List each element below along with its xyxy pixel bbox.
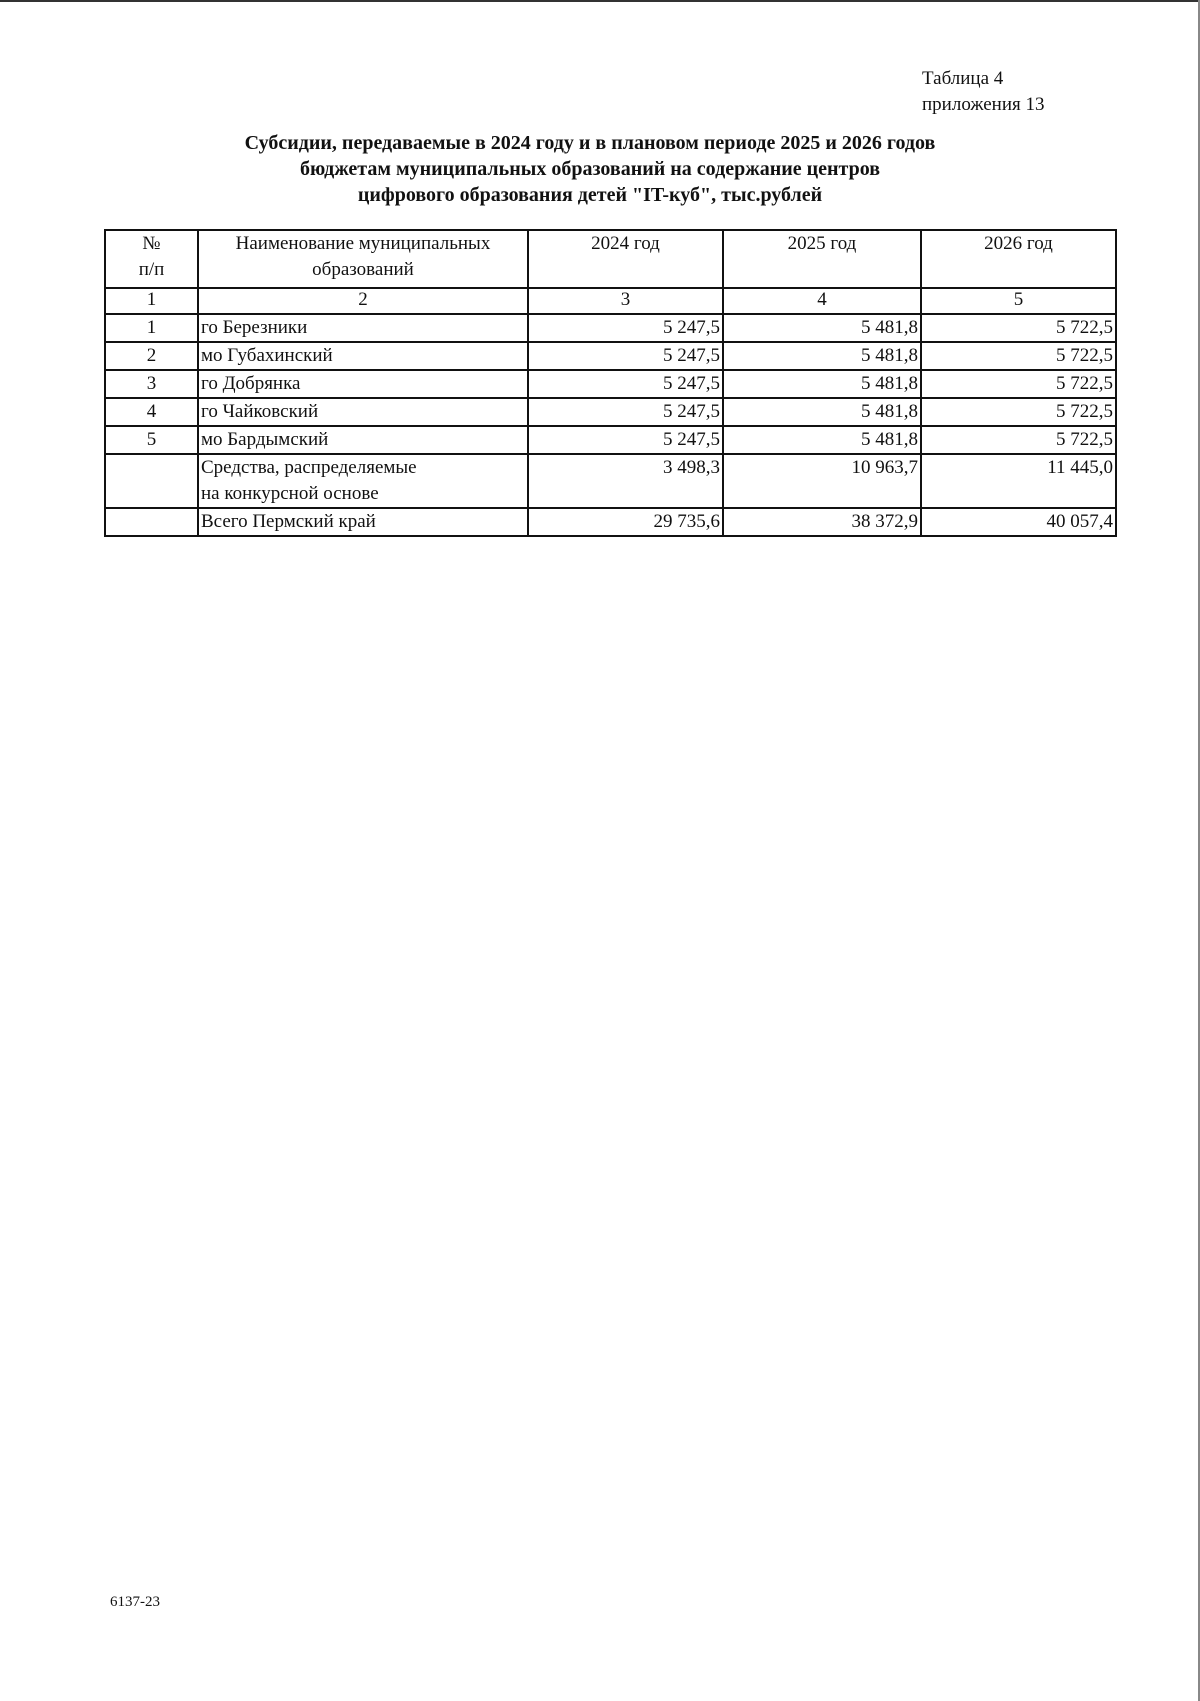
total-2024: 29 735,6: [528, 508, 723, 536]
row-name: мо Губахинский: [198, 342, 528, 370]
competitive-name-line1: Средства, распределяемые: [201, 457, 417, 478]
header-name-line2: образований: [312, 259, 414, 280]
row-2024: 5 247,5: [528, 426, 723, 454]
header-name: [198, 230, 528, 288]
row-2025: 5 481,8: [723, 398, 921, 426]
row-2024: 5 247,5: [528, 398, 723, 426]
total-2025: 38 372,9: [723, 508, 921, 536]
row-num-empty: [105, 454, 198, 508]
row-2024: 5 247,5: [528, 370, 723, 398]
table-row: [105, 426, 1116, 454]
row-name: мо Бардымский: [198, 426, 528, 454]
header-name-line1: Наименование муниципальных: [235, 233, 491, 254]
subsidies-table: [104, 229, 1117, 537]
table-row: [105, 370, 1116, 398]
row-2025: 5 481,8: [723, 370, 921, 398]
row-2026: 5 722,5: [921, 370, 1116, 398]
row-num: 1: [105, 314, 198, 342]
title-line1: Субсидии, передаваемые в 2024 году и в плановом периоде 2025 и 2026 годов: [244, 132, 936, 154]
table-reference: [922, 66, 1044, 118]
competitive-funds-row: [105, 454, 1116, 508]
table-row: [105, 398, 1116, 426]
document-code: 6137-23: [110, 1594, 160, 1610]
header-2025: 2025 год: [723, 230, 921, 288]
table-row: [105, 342, 1116, 370]
competitive-2024: 3 498,3: [528, 454, 723, 508]
header-2026: 2026 год: [921, 230, 1116, 288]
competitive-name-line2: на конкурсной основе: [201, 483, 379, 504]
row-2024: 5 247,5: [528, 342, 723, 370]
competitive-name: [198, 454, 528, 508]
column-number-row: [105, 288, 1116, 314]
row-2025: 5 481,8: [723, 426, 921, 454]
row-2024: 5 247,5: [528, 314, 723, 342]
header-2024: 2024 год: [528, 230, 723, 288]
total-2026: 40 057,4: [921, 508, 1116, 536]
total-name: Всего Пермский край: [198, 508, 528, 536]
header-num: [105, 230, 198, 288]
row-num: 4: [105, 398, 198, 426]
row-2026: 5 722,5: [921, 426, 1116, 454]
column-number: 4: [723, 288, 921, 314]
row-2025: 5 481,8: [723, 342, 921, 370]
scan-top-edge: [0, 0, 1200, 2]
header-num-line1: №: [142, 233, 161, 254]
title-line2: бюджетам муниципальных образований на содержание центров: [299, 158, 881, 180]
header-num-line2: п/п: [138, 259, 165, 280]
row-name: го Добрянка: [198, 370, 528, 398]
row-num: 5: [105, 426, 198, 454]
document-title: [200, 130, 980, 208]
competitive-2026: 11 445,0: [921, 454, 1116, 508]
row-name: го Березники: [198, 314, 528, 342]
row-2026: 5 722,5: [921, 314, 1116, 342]
column-number: 1: [105, 288, 198, 314]
competitive-2025: 10 963,7: [723, 454, 921, 508]
table-row: [105, 314, 1116, 342]
title-line3: цифрового образования детей "IT-куб", тыс.рублей: [357, 184, 823, 206]
row-2025: 5 481,8: [723, 314, 921, 342]
row-2026: 5 722,5: [921, 342, 1116, 370]
total-row: [105, 508, 1116, 536]
row-name: го Чайковский: [198, 398, 528, 426]
row-num: 3: [105, 370, 198, 398]
header-row: [105, 230, 1116, 288]
row-2026: 5 722,5: [921, 398, 1116, 426]
column-number: 3: [528, 288, 723, 314]
row-num-empty: [105, 508, 198, 536]
column-number: 5: [921, 288, 1116, 314]
row-num: 2: [105, 342, 198, 370]
table-ref-line1: Таблица 4: [922, 68, 1004, 89]
table-ref-line2: приложения 13: [922, 94, 1045, 115]
column-number: 2: [198, 288, 528, 314]
